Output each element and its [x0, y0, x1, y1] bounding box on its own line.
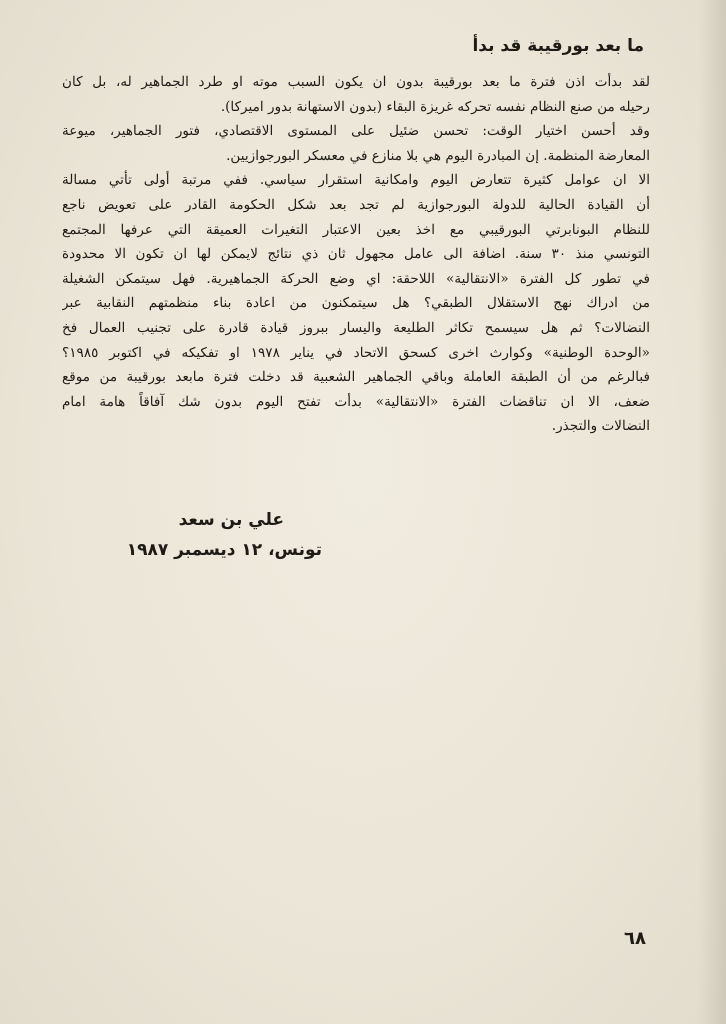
text-line: الا ان عوامل كثيرة تتعارض اليوم وامكانية استقرار سياسي. ففي مرتبة أولى تأتي مسالة [62, 172, 650, 189]
page-number: ٦٨ [624, 928, 646, 949]
text-line: ضعف، الا ان تناقضات الفترة «الانتقالية» بدأت تفتح اليوم بدون شك آفاقاً هامة امام [62, 393, 650, 410]
text-line: فبالرغم من أن الطبقة العاملة وباقي الجماهير الشعبية قد دخلت فترة مابعد بورقيبة من موقع [62, 369, 650, 386]
text-line: رحيله من صنع النظام نفسه تحركه غريزة البقاء (بدون الاستهانة بدور اميركا). [220, 98, 650, 115]
signature-name: علي بن سعد [178, 510, 284, 530]
running-head: ما بعد بورقيبة قد بدأ [472, 36, 644, 56]
text-line: وقد أحسن اختيار الوقت: تحسن ضئيل على المستوى الاقتصادي، فتور الجماهير، ميوعة [62, 123, 650, 140]
text-line: من ادراك نهج الاستقلال الطبقي؟ هل سيتمكنون من اعادة بناء منظمتهم النقابية عبر [62, 295, 650, 312]
signature-place-date: تونس، ١٢ ديسمبر ١٩٨٧ [126, 540, 322, 560]
text-line: لقد بدأت اذن فترة ما بعد بورقيبة بدون ان يكون السبب موته او طرد الجماهير له، بل كان [62, 74, 650, 90]
text-line: التونسي منذ ٣٠ سنة. اضافة الى عامل مجهول ثان ذي نتائج لايمكن لها ان تكون الا محدودة [62, 246, 650, 263]
text-line: للنظام البونابرتي البورقيبي مع اخذ بعين الاعتبار التغيرات العميقة التي عرفها المجتمع [62, 221, 650, 238]
text-line: المعارضة المنظمة. إن المبادرة اليوم هي بلا منازع في معسكر البورجوازيين. [226, 147, 650, 164]
text-line: النضالات؟ ثم هل سيسمح تكاثر الطليعة واليسار ببروز قيادة قادرة على تجنيب العمال فخ [62, 319, 650, 336]
text-line: في تطور كل الفترة «الانتقالية» اللاحقة: اي وضع الحركة الجماهيرية. فهل سيتمكن الشغيلة [62, 270, 650, 287]
body-text [62, 70, 650, 439]
text-line: أن القيادة الحالية للدولة البورجوازية لم تجد بعد شكل الحكومة القادر على تعويض ناجع [62, 196, 650, 213]
text-line: «الوحدة الوطنية» وكوارث اخرى كسحق الاتحاد في يناير ١٩٧٨ او تفكيكه في اكتوبر ١٩٨٥؟ [62, 344, 650, 361]
text-line: النضالات والتجذر. [551, 418, 650, 435]
